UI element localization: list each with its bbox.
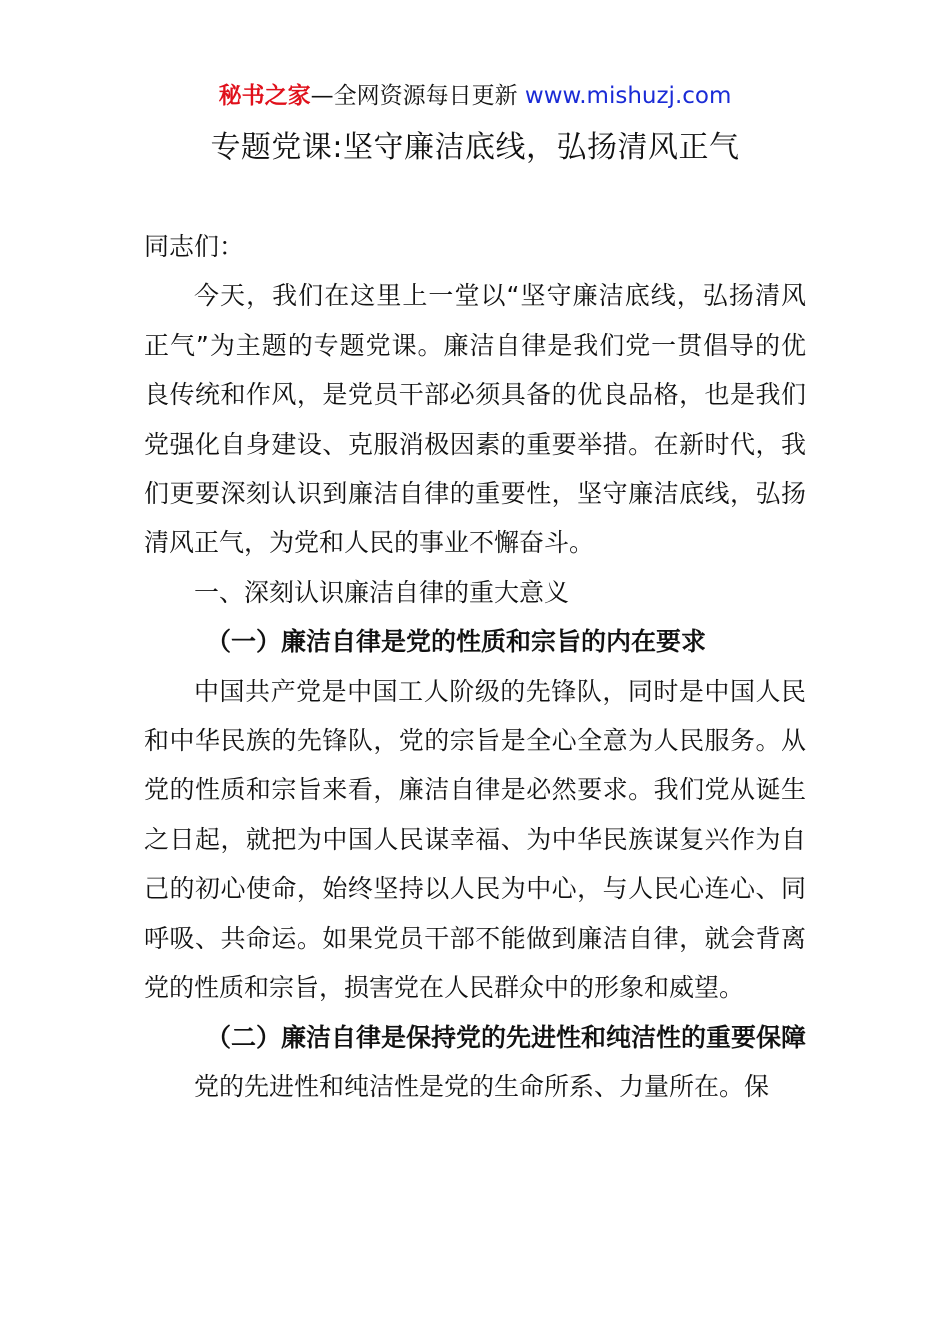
subsection-paragraph: 中国共产党是中国工人阶级的先锋队，同时是中国人民和中华民族的先锋队，党的宗旨是全心全意为人民服务。从党的性质和宗旨来看，廉洁自律是必然要求。我们党从诞生之日起，就把为中国人民谋幸福、为中华民族谋复兴作为自己的初心使命，始终坚持以人民为中心，与人民心连心、同呼吸、共命运。如果党员干部不能做到廉洁自律，就会背离党的性质和宗旨，损害党在人民群众中的形象和威望。 — [144, 676, 806, 1003]
site-header — [0, 80, 950, 112]
subsection-heading: （一）廉洁自律是党的性质和宗旨的内在要求 — [206, 627, 707, 657]
intro-paragraph: 今天，我们在这里上一堂以“坚守廉洁底线，弘扬清风正气”为主题的专题党课。廉洁自律是我们党一贯倡导的优良传统和作风，是党员干部必须具备的优良品格，也是我们党强化自身建设、克服消极因素的重要举措。在新时代，我们更要深刻认识到廉洁自律的重要性，坚守廉洁底线，弘扬清风正气，为党和人民的事业不懈奋斗。 — [144, 281, 806, 558]
subsection-paragraph: 党的先进性和纯洁性是党的生命所系、力量所在。保 — [194, 1071, 770, 1101]
document-body — [144, 222, 806, 1111]
section-heading: 一、深刻认识廉洁自律的重大意义 — [194, 577, 570, 607]
header-tagline: —全网资源每日更新 — [310, 83, 525, 109]
brand-name: 秘书之家 — [218, 83, 311, 109]
salutation: 同志们： — [144, 232, 245, 261]
site-url[interactable]: www.mishuzj.com — [524, 83, 732, 109]
subsection-heading: （二）廉洁自律是保持党的先进性和纯洁性的重要保障 — [206, 1022, 807, 1052]
document-title: 专题党课:坚守廉洁底线，弘扬清风正气 — [210, 130, 740, 165]
